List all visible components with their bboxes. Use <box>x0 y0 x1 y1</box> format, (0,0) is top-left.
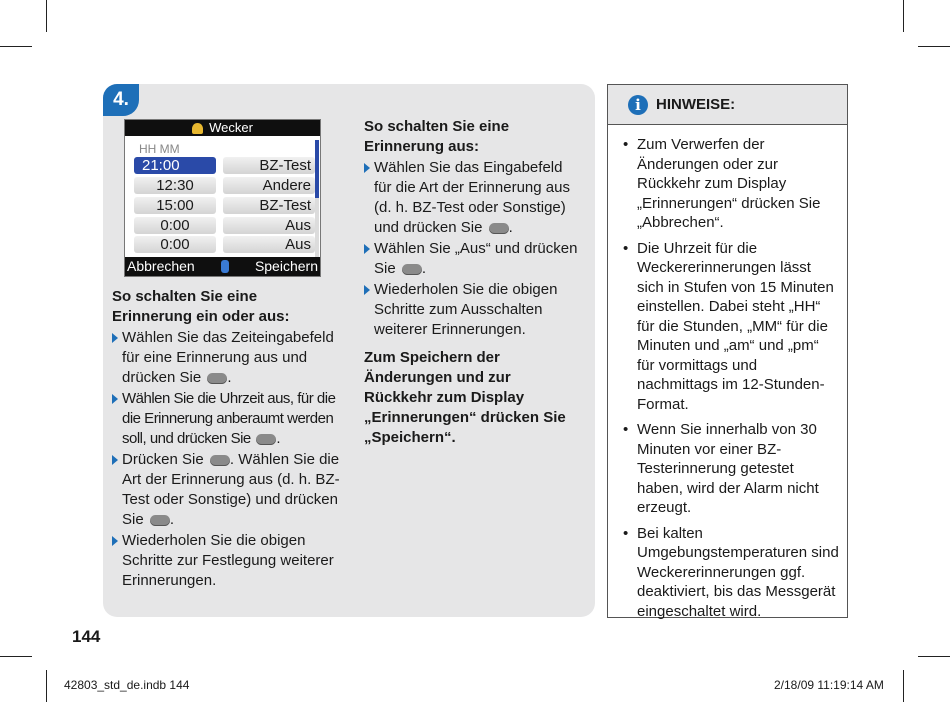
alarm-type-field[interactable]: BZ-Test <box>223 157 315 174</box>
crop-mark <box>0 46 32 47</box>
instruction-item: Wählen Sie die Uhrzeit aus, für die die Erinnerung anberaumt werden soll, und drücken Sie . <box>112 389 340 449</box>
note-item: • Die Uhrzeit für die Weckererinnerungen lässt sich in Stufen von 15 Minuten einstellen. Dabei steht „HH“ für die Stunden, „MM“ für die Minuten und „am“ und „pm“ für vormittags und nachmittags im 12-Stunden-Format. <box>618 239 839 415</box>
alarm-time-field[interactable]: 12:30 <box>134 177 216 194</box>
alarm-row <box>134 197 315 214</box>
alarm-type-field[interactable]: Aus <box>223 217 315 234</box>
device-button-icon <box>210 455 230 466</box>
crop-mark <box>903 0 904 32</box>
note-item: • Wenn Sie innerhalb von 30 Minuten vor einer BZ-Testerinnerung getestet haben, wird der Alarm nicht erzeugt. <box>618 420 839 518</box>
slug-file: 42803_std_de.indb 144 <box>64 678 190 692</box>
slug-timestamp: 2/18/09 11:19:14 AM <box>774 678 884 692</box>
note-item: • Zum Verwerfen der Änderungen oder zur Rückkehr zum Display „Erinnerungen“ drücken Sie „Abbrechen“. <box>618 135 839 233</box>
screen-header <box>125 120 320 136</box>
alarm-time-field[interactable]: 21:00 <box>134 157 216 174</box>
screen-footer <box>125 257 320 276</box>
bell-icon <box>192 123 203 134</box>
screen-title: Wecker <box>209 120 253 135</box>
instruction-item: Wählen Sie das Zeiteingabefeld für eine Erinnerung aus und drücken Sie . <box>112 328 340 388</box>
alarm-type-field[interactable]: BZ-Test <box>223 197 315 214</box>
scroll-thumb[interactable] <box>315 140 319 198</box>
crop-mark <box>903 670 904 702</box>
alarm-time-field[interactable]: 0:00 <box>134 236 216 253</box>
instruction-item: Wählen Sie „Aus“ und drücken Sie . <box>364 239 582 279</box>
alarm-row <box>134 217 315 234</box>
notes-title: HINWEISE: <box>656 96 736 113</box>
middle-column <box>364 117 582 448</box>
instruction-list <box>364 158 582 340</box>
alarm-type-field[interactable]: Aus <box>223 236 315 253</box>
bluetooth-icon <box>221 260 229 273</box>
device-button-icon <box>150 515 170 526</box>
crop-mark <box>918 656 950 657</box>
alarm-row <box>134 177 315 194</box>
page-number: 144 <box>72 627 101 646</box>
alarm-time-field[interactable]: 0:00 <box>134 217 216 234</box>
instruction-item: Wiederholen Sie die obigen Schritte zum Ausschalten weiterer Erinnerungen. <box>364 280 582 340</box>
section-heading: So schalten Sie eine Erinnerung aus: <box>364 118 510 155</box>
column-label: HH MM <box>139 142 180 156</box>
info-icon: i <box>628 95 648 115</box>
instruction-list <box>112 328 340 591</box>
crop-mark <box>918 46 950 47</box>
scrollbar[interactable] <box>315 140 319 257</box>
device-button-icon <box>489 223 509 234</box>
instruction-item: Wählen Sie das Eingabefeld für die Art der Erinnerung aus (d. h. BZ-Test oder Sonstige) und drücken Sie . <box>364 158 582 238</box>
crop-mark <box>0 656 32 657</box>
instruction-item: Drücken Sie . Wählen Sie die Art der Erinnerung aus (d. h. BZ-Test oder Sonstige) und drücken Sie . <box>112 450 340 530</box>
notes-box <box>607 84 848 618</box>
save-button[interactable]: Speichern <box>254 258 318 274</box>
notes-list <box>608 125 847 621</box>
note-item: • Bei kalten Umgebungstemperaturen sind Weckererinnerungen ggf. deaktiviert, bis das Messgerät eingeschaltet wird. <box>618 524 839 622</box>
step-badge: 4. <box>103 84 139 116</box>
alarm-row <box>134 157 315 174</box>
section-heading: So schalten Sie eine Erinnerung ein oder aus: <box>112 288 290 325</box>
device-button-icon <box>402 264 422 275</box>
device-button-icon <box>207 373 227 384</box>
alarm-time-field[interactable]: 15:00 <box>134 197 216 214</box>
device-screen <box>124 119 321 277</box>
instruction-item: Wiederholen Sie die obigen Schritte zur Festlegung weiterer Erinnerungen. <box>112 531 340 591</box>
save-note: Zum Speichern der Änderungen und zur Rückkehr zum Display „Erinnerungen“ drücken Sie „Speichern“. <box>364 349 566 446</box>
notes-header <box>608 85 847 125</box>
cancel-button[interactable]: Abbrechen <box>127 258 195 274</box>
device-button-icon <box>256 434 276 445</box>
alarm-type-field[interactable]: Andere <box>223 177 315 194</box>
crop-mark <box>46 0 47 32</box>
crop-mark <box>46 670 47 702</box>
alarm-row <box>134 236 315 253</box>
left-column <box>112 287 340 592</box>
